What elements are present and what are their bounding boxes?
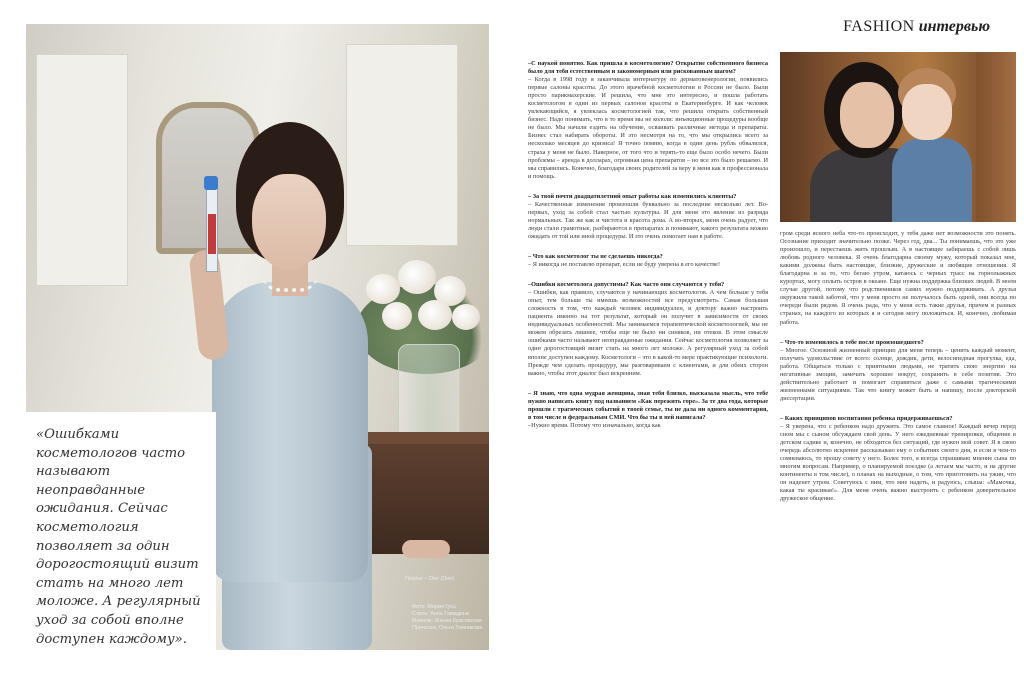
credit-line: Макияж: Жанна Красовская bbox=[412, 618, 482, 624]
woman-face bbox=[840, 82, 894, 148]
child-body bbox=[892, 138, 972, 222]
syringe-cap bbox=[204, 176, 218, 190]
answer: – Качественные изменения произошли буквально за последние несколько лет. Во-первых, уход за собой стал частью культуры. И для меня это явление из разряда нормальных. Так же как и чистота и красота дома. А во-вторых, меня очень радует, что люди стали грамотные, разбираются в препаратах и понимают, какого результата можно ожидать от той или иной процедуры. И это очень помогает нам в работе. bbox=[528, 200, 768, 240]
question: – Я знаю, что одна мудрая женщина, зная тебя близко, высказала мысль, что тебе нужно написать книгу под названием «Как пережить горе». За те два года, которые прошли с трагических событий в твоей семье, ты не дала ни одного комментария, в том числе и федеральным СМИ. Что бы ты в ней написала? bbox=[528, 389, 768, 421]
question: –Ошибки косметолога допустимы? Как часто они случаются у тебя? bbox=[528, 281, 725, 289]
hand-on-table bbox=[402, 540, 450, 558]
rose bbox=[418, 300, 452, 330]
pull-quote: «Ошибками косметологов часто называют неоправданные ожидания. Сейчас косметология позволяет за один дорогостоящий визит стать на много лет моложе. А регулярный уход за собой вполне доступен каждому». bbox=[36, 427, 201, 647]
question: – Что-то изменилось в тебе после произошедшего? bbox=[780, 338, 924, 346]
answer: – Когда в 1998 году я заканчивала интернатуру по дерматовенерологии, появились первые салоны красоты. До этого врачебной косметологии в России не было. Были просто парикмахерские. И решила, что мне это интересно, и пошла работать косметологом в один из первых салонов красоты в Екатеринбурге. И как человек увлекающийся, я увлеклась косметологией так, что решила открыть собственный бизнес. Надо понимать, что в то время мы не кололи: инъекционные процедуры вообще не было. Мы начали ездить на обучение, осваивать различные методы и препараты. Бизнес стал набирать обороты. И это несмотря на то, что мы открылись всего за несколько месяцев до кризиса! Я точно помню, когда в один день рубль обвалился, страха у меня не было. Наверное, от того что и терять-то еще было особо нечего. Были проблемы – аренда в долларах, огромная цена препаратов – но все это было решаемо. И мы справились. Конечно, благодаря своих родителей за веру в меня как в профессионала и помощь. bbox=[528, 76, 768, 180]
answer: – Я никогда не поставлю препарат, если не буду уверена в его качестве! bbox=[528, 261, 721, 269]
question: – Что как косметолог ты не сделаешь никогда? bbox=[528, 252, 663, 260]
dress-credit: Платье – Dior (Dior) bbox=[405, 576, 455, 582]
section-name: FASHION bbox=[843, 18, 915, 35]
rose bbox=[452, 304, 480, 330]
background-blur bbox=[976, 52, 1016, 222]
rose bbox=[398, 260, 436, 294]
answer: – Ошибки, как правило, случаются у начинающих косметологов. А чем больше у тебя опыт, тем больше ты имеешь возможностей все предусмотреть. Самая большая сложность в том, что каждый человек индивидуален, и доктору важно настроить пациента именно на тот результат, который он получит в зависимости от своих индивидуальных особенностей. Мы занимаемся терапевтической косметологией, мы не можем обрезать лишнее, чтобы еще не было ни синяков, ни отеков. В этом смысле ошибками часто называют неоправданные ожидания. Сейчас косметология позволяет за один дорогостоящий визит стать на много лет моложе. А регулярный уход за собой вполне доступен каждому. Косметологи – это в какой-то мере практикующие психологи. Прежде чем сделать процедуру, мы разговариваем с клиентами, и для обеих сторон важно, чтобы этот диалог был искренним. bbox=[528, 289, 768, 377]
article-column-2 bbox=[780, 230, 1016, 503]
photo-credits bbox=[412, 604, 482, 632]
credit-line: Стиль: Анна Гамидина bbox=[412, 611, 469, 617]
answer: – Многое. Основной жизненный принцип для меня теперь – ценить каждый момент, получать удовольствие от всего: солнце, дождик, дети, велосипедная прогулка, еда, работа. Общаться только с приятными людьми, не тратить свою энергию на негативные эмоции, замечать хорошее вокруг, сохранить в себе позитив. Это действительно работает и помогает справиться даже с самыми трагическими жизненными ситуациями. Так что книгу может быть и напишу, после докторской диссертации. bbox=[780, 346, 1016, 402]
blue-dress bbox=[212, 282, 368, 582]
answer: гром среди ясного неба что-то происходит, у тебя даже нет возможности это понять. Осознание приходит значительно позже. Через год, два... Ты понимаешь, что это уже произошло, и перестаешь жить прошлым. А в настоящее забираешь с собой лишь любовь родного человека. Я очень благодарна своему мужу, который показал мне, какими должны быть настоящие, близкие, дружеские и любящие отношения. Я благодарна и за то, что бегаю утром, катаюсь с черных трасс на горнолыжных курортах, могу оплыть остров в океане. Еще нужна поддержка близких людей. В моем случае другой, потому что родственников самих нужно поддерживать. А друзья окружили такой заботой, что у меня просто не получалось быть одной, они всегда по очереди были рядом. Я очень рада, что у меня есть такие друзья, причем в разных странах, на каждого из которых я и сегодня могу положиться. И, конечно, любимая работа. bbox=[780, 230, 1016, 326]
wall-panel bbox=[36, 54, 128, 286]
credit-line: Прическа: Ольга Темникова bbox=[412, 625, 483, 631]
credit-line: Фото: Мария Гусь bbox=[412, 604, 457, 610]
syringe-liquid bbox=[208, 214, 216, 254]
answer: – Я уверена, что с ребенком надо дружить. Это самое главное! Каждый вечер перед сном мы с сыном обсуждаем свой день. У него ежедневные тренировки, общение в детском садике и, конечно, не обходится без ситуаций, где нужен мой совет. Я в свою очередь абсолютно искренне рассказываю ему о событиях своего дня, и если в чем-то сомневаюсь, то прошу совету у него. Более того, я всегда спрашиваю мнение сына по многим вопросам. Например, о планируемой поездке (а летаем мы часто, и на другие континенты в том числе), о планах на выходные, о том, что приготовить на ужин, что он наденет утром. Советуюсь с ним, что мне надеть, и радуюсь, слыша: «Мамочка, какая ты красивая!». Для меня очень важно выстроить с ребенком доверительное дружеское общение. bbox=[780, 422, 1016, 503]
wall-panel bbox=[346, 44, 458, 246]
question: – Каких принципов воспитания ребенка придерживаешься? bbox=[780, 414, 953, 422]
section-header bbox=[843, 18, 990, 36]
mother-and-child-photo bbox=[780, 52, 1016, 222]
answer: –Нужно время. Потому что изначально, когда как bbox=[528, 421, 661, 429]
child-face bbox=[902, 84, 952, 140]
face bbox=[252, 174, 326, 270]
question: – За твой почти двадцатилетний опыт работы как изменились клиенты? bbox=[528, 192, 737, 200]
rose bbox=[366, 274, 400, 304]
question: –С наукой понятно. Как пришла в косметологию? Открытие собственного бизнеса было для тебя естественным и закономерным или рискованным шагом? bbox=[528, 60, 768, 76]
article-column-1 bbox=[528, 56, 768, 430]
section-label: интервью bbox=[918, 18, 990, 35]
rose bbox=[382, 302, 412, 330]
